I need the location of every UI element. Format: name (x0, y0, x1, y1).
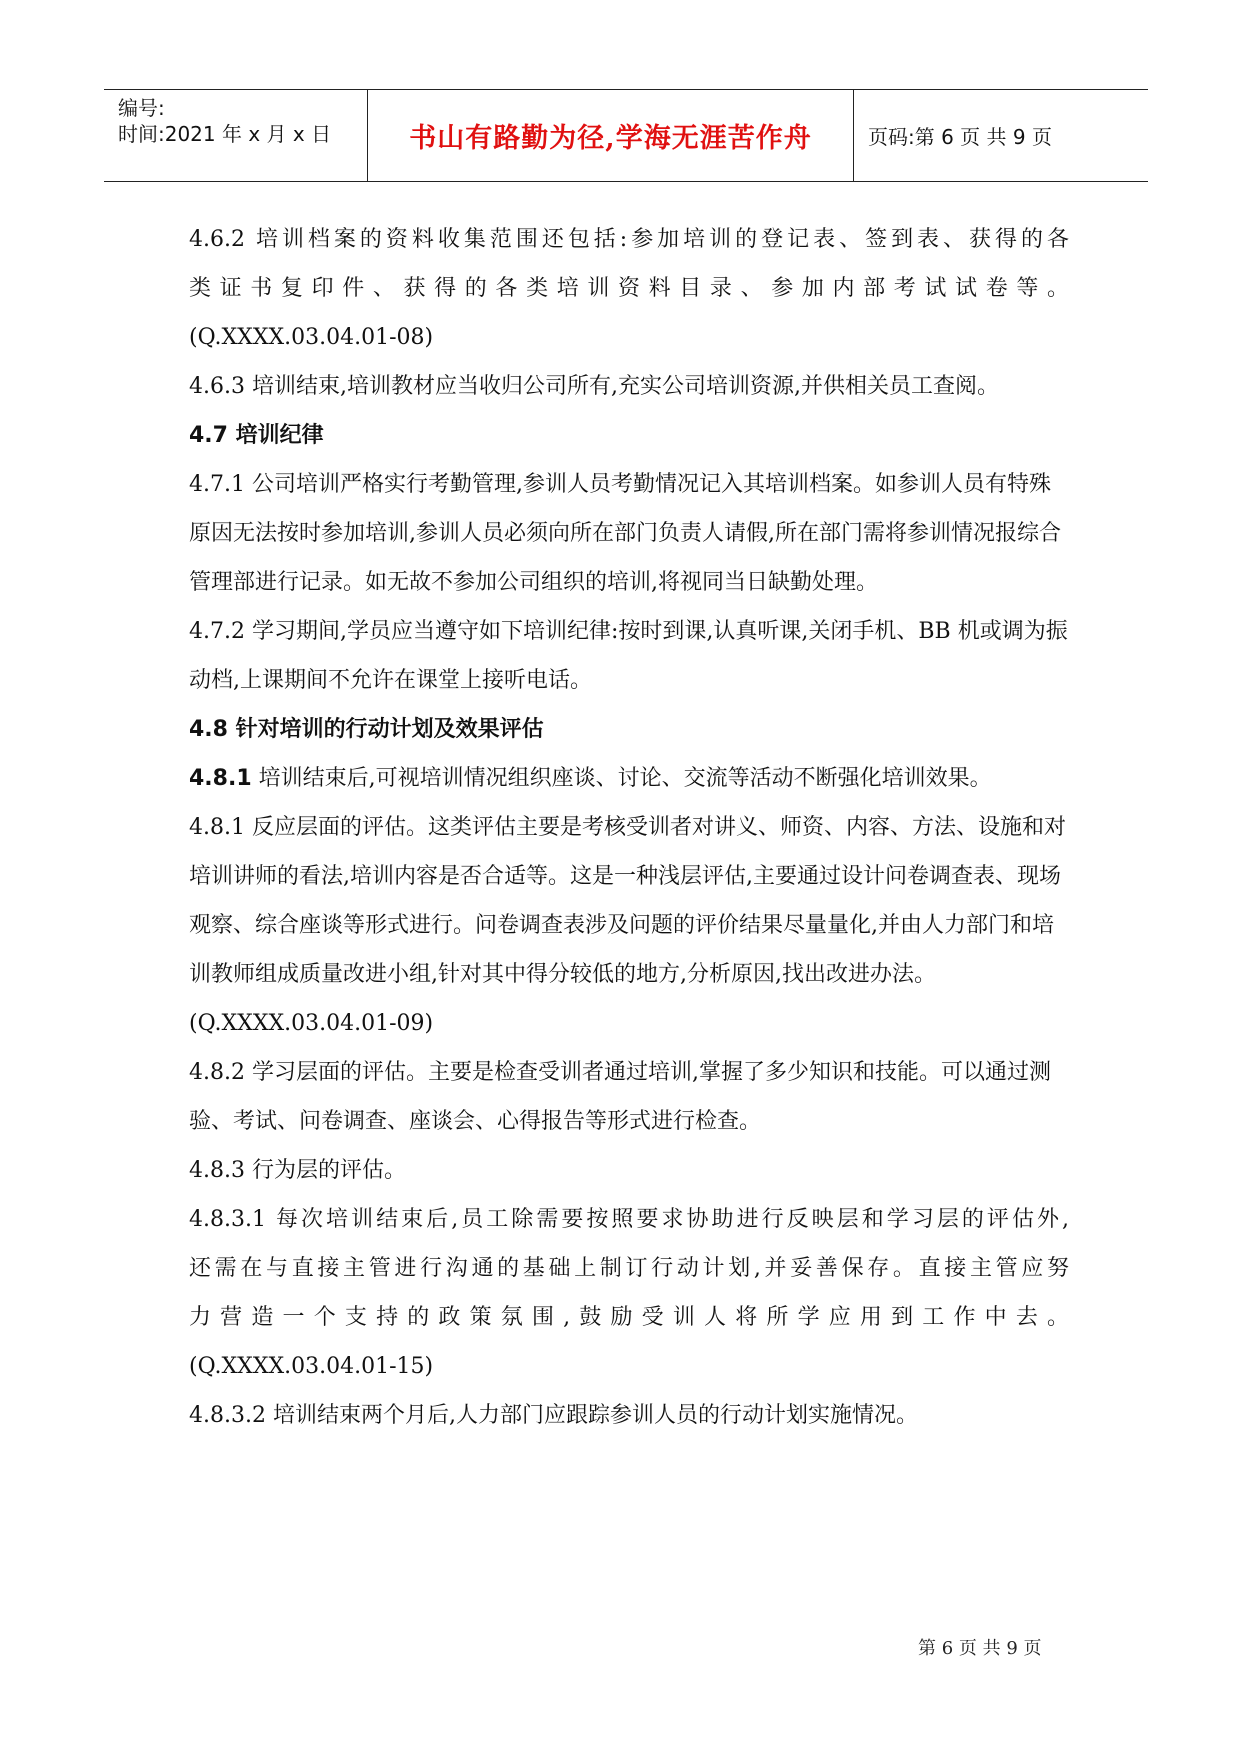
document-header (104, 89, 1148, 182)
paragraph-line: (Q.XXXX.03.04.01-08) (189, 325, 434, 350)
header-motto: 书山有路勤为径,学海无涯苦作舟 (368, 90, 854, 181)
paragraph-4-6-3: 4.6.3 培训结束,培训教材应当收归公司所有,充实公司培训资源,并供相关员工查阅。 (189, 374, 999, 399)
paragraph-4-8-1-intro (189, 754, 1069, 803)
paragraph-line: 力营造一个支持的政策氛围,鼓励受训人将所学应用到工作中去。 (189, 1305, 1069, 1330)
header-meta (104, 90, 368, 181)
section-heading-4-8: 4.8 针对培训的行动计划及效果评估 (189, 717, 544, 742)
paragraph-line: 还需在与直接主管进行沟通的基础上制订行动计划,并妥善保存。直接主管应努 (189, 1256, 1069, 1281)
paragraph-4-7-2: 4.7.2 学习期间,学员应当遵守如下培训纪律:按时到课,认真听课,关闭手机、BB 机或调为振动档,上课期间不允许在课堂上接听电话。 (189, 619, 1068, 693)
header-page-number: 页码:第 6 页 共 9 页 (868, 125, 1052, 149)
paragraph-line: 类证书复印件、获得的各类培训资料目录、参加内部考试试卷等。 (189, 276, 1069, 301)
section-heading-4-7: 4.7 培训纪律 (189, 423, 324, 448)
paragraph-4-7-1: 4.7.1 公司培训严格实行考勤管理,参训人员考勤情况记入其培训档案。如参训人员有特殊原因无法按时参加培训,参训人员必须向所在部门负责人请假,所在部门需将参训情况报综合管理部进行记录。如无故不参加公司组织的培训,将视同当日缺勤处理。 (189, 472, 1061, 595)
page-footer: 第 6 页 共 9 页 (918, 1638, 1042, 1659)
paragraph-line: 4.8.3.1 每次培训结束后,员工除需要按照要求协助进行反映层和学习层的评估外, (189, 1207, 1069, 1232)
paragraph-4-8-3-1 (189, 1195, 1069, 1391)
paragraph-4-8-3: 4.8.3 行为层的评估。 (189, 1158, 406, 1183)
paragraph-line: (Q.XXXX.03.04.01-15) (189, 1354, 434, 1379)
document-number-label: 编号: (118, 96, 165, 120)
paragraph-number: 4.8.1 (189, 766, 252, 791)
paragraph-4-6-2 (189, 215, 1069, 362)
paragraph-text: 培训结束后,可视培训情况组织座谈、讨论、交流等活动不断强化培训效果。 (258, 766, 992, 791)
document-body (189, 215, 1069, 1440)
document-time-label: 时间:2021 年 x 月 x 日 (118, 122, 332, 146)
paragraph-4-8-3-2: 4.8.3.2 培训结束两个月后,人力部门应跟踪参训人员的行动计划实施情况。 (189, 1403, 918, 1428)
paragraph-4-8-2: 4.8.2 学习层面的评估。主要是检查受训者通过培训,掌握了多少知识和技能。可以通过测验、考试、问卷调查、座谈会、心得报告等形式进行检查。 (189, 1060, 1051, 1134)
paragraph-4-8-1: 4.8.1 反应层面的评估。这类评估主要是考核受训者对讲义、师资、内容、方法、设施和对培训讲师的看法,培训内容是否合适等。这是一种浅层评估,主要通过设计问卷调查表、现场观察、综合座谈等形式进行。问卷调查表涉及问题的评价结果尽量量化,并由人力部门和培训教师组成质量改进小组,针对其中得分较低的地方,分析原因,找出改进办法。(Q.XXXX.03.04.01-09) (189, 815, 1066, 1036)
paragraph-line: 4.6.2 培训档案的资料收集范围还包括:参加培训的登记表、签到表、获得的各 (189, 227, 1069, 252)
